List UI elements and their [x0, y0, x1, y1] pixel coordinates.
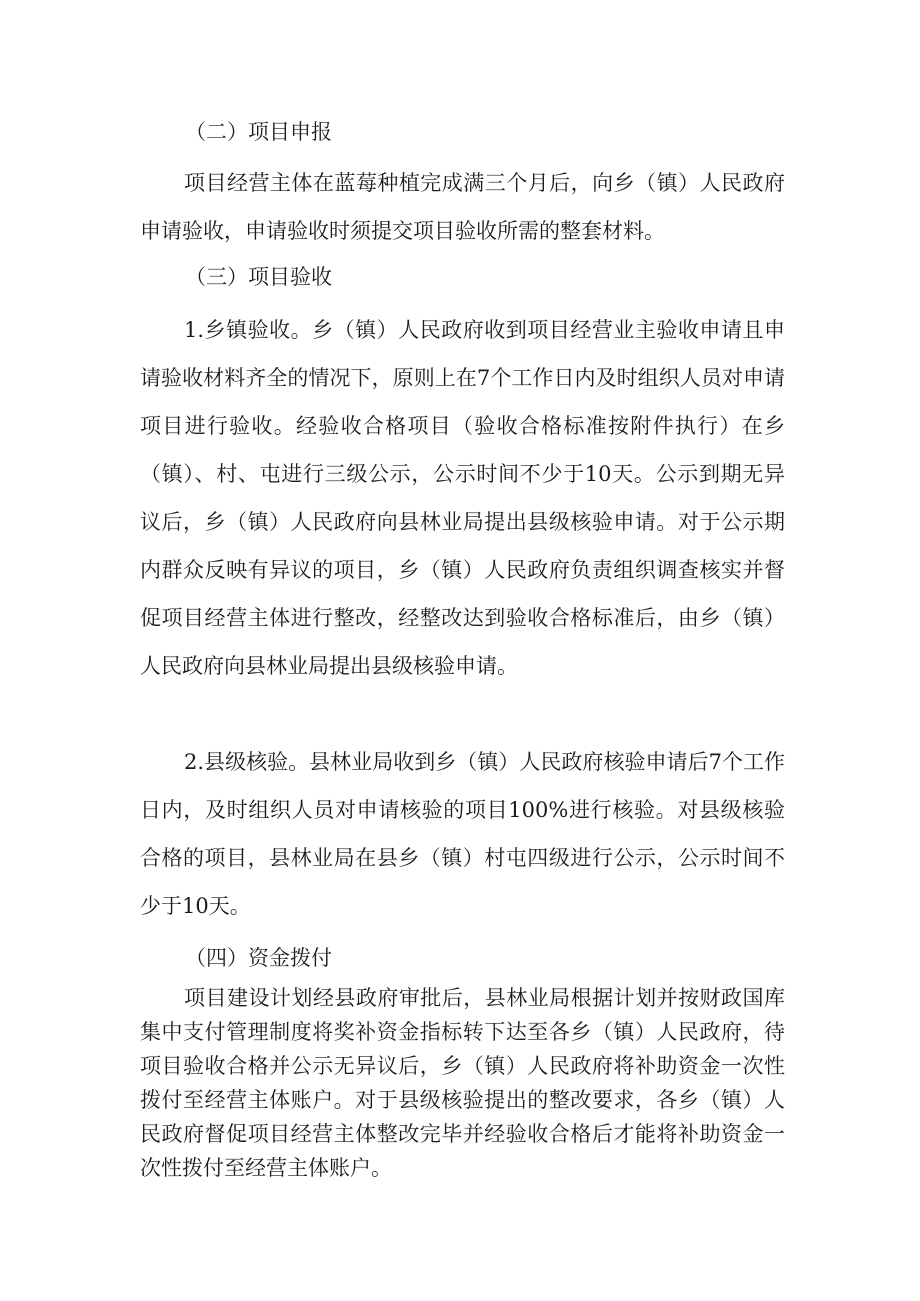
section-heading-fund-disbursement: （四）资金拨付: [185, 946, 332, 970]
paragraph-fund-disbursement: 项目建设计划经县政府审批后，县林业局根据计划并按财政国库集中支付管理制度将奖补资金指标转下达至各乡（镇）人民政府，待项目验收合格并公示无异议后，乡（镇）人民政府将补助资金一次性拨付至经营主体账户。对于县级核验提出的整改要求，各乡（镇）人民政府督促项目经营主体整改完毕并经验收合格后才能将补助资金一次性拨付至经营主体账户。: [140, 986, 785, 1180]
section-heading-project-acceptance: （三）项目验收: [185, 265, 332, 289]
paragraph-county-verification: 2.县级核验。县林业局收到乡（镇）人民政府核验申请后7个工作日内，及时组织人员对申请核验的项目100%进行核验。对县级核验合格的项目，县林业局在县乡（镇）村屯四级进行公示，公示时间不少于10天。: [140, 750, 785, 918]
paragraph-project-application: 项目经营主体在蓝莓种植完成满三个月后，向乡（镇）人民政府申请验收，申请验收时须提交项目验收所需的整套材料。: [140, 171, 785, 243]
section-heading-project-application: （二）项目申报: [185, 120, 332, 144]
paragraph-township-acceptance: 1.乡镇验收。乡（镇）人民政府收到项目经营业主验收申请且申请验收材料齐全的情况下，原则上在7个工作日内及时组织人员对申请项目进行验收。经验收合格项目（验收合格标准按附件执行）在乡（镇）、村、屯进行三级公示，公示时间不少于10天。公示到期无异议后，乡（镇）人民政府向县林业局提出县级核验申请。对于公示期内群众反映有异议的项目，乡（镇）人民政府负责组织调查核实并督促项目经营主体进行整改，经整改达到验收合格标准后，由乡（镇）人民政府向县林业局提出县级核验申请。: [140, 318, 785, 678]
